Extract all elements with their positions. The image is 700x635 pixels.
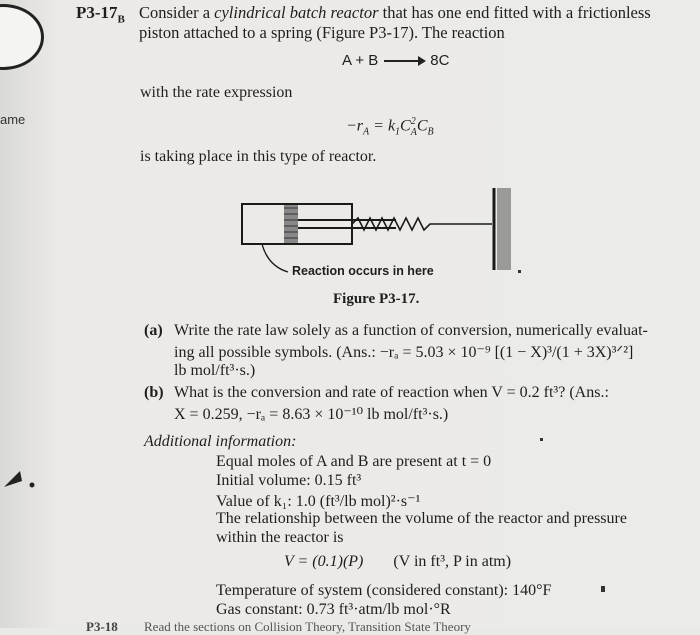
- volume-pressure-equation: V = (0.1)(P) (V in ft³, P in atm): [284, 553, 512, 570]
- next-problem-text: Read the sections on Collision Theory, Transition State Theory: [144, 619, 471, 634]
- part-a-line-3: lb mol/ft³·s.): [174, 362, 256, 379]
- part-a-label: (a): [144, 322, 163, 339]
- margin-bullet-icon: [0, 465, 40, 498]
- margin-word: ame: [0, 112, 26, 127]
- problem-line-1: Consider a cylindrical batch reactor that has one end fitted with a frictionless: [139, 3, 651, 22]
- figure-annotation: Reaction occurs in here: [292, 264, 434, 278]
- problem-line-2: piston attached to a spring (Figure P3-17). The reaction: [139, 23, 505, 42]
- problem-line-4: is taking place in this type of reactor.: [140, 148, 377, 165]
- figure-caption: Figure P3-17.: [333, 291, 420, 307]
- part-a-line-2: ing all possible symbols. (Ans.: −rₐ = 5.03 × 10⁻⁹ [(1 − X)³/(1 + 3X)³ᐟ²]: [174, 344, 634, 361]
- additional-line-4: The relationship between the volume of the reactor and pressure: [216, 510, 627, 527]
- part-a-line-1: Write the rate law solely as a function of conversion, numerically evaluat-: [174, 322, 648, 339]
- stray-mark: [518, 270, 521, 273]
- additional-line-1: Equal moles of A and B are present at t = 0: [216, 453, 492, 470]
- additional-line-7: Gas constant: 0.73 ft³·atm/lb mol·°R: [216, 601, 451, 618]
- part-b-line-1: What is the conversion and rate of reaction when V = 0.2 ft³? (Ans.:: [174, 384, 609, 401]
- reaction-arrow-icon: [384, 60, 424, 62]
- stray-mark: [540, 438, 543, 441]
- stray-mark: [601, 586, 605, 592]
- next-problem-id: P3-18: [86, 619, 118, 634]
- problem-line-3: with the rate expression: [140, 84, 293, 101]
- part-b-line-2: X = 0.259, −rₐ = 8.63 × 10⁻¹⁰ lb mol/ft³·s.): [174, 406, 449, 423]
- additional-heading: Additional information:: [144, 433, 297, 450]
- problem-id: $P3-17_B$: [76, 3, 125, 26]
- additional-line-3: Value of k₁: 1.0 (ft³/lb mol)²·s⁻¹: [216, 493, 421, 510]
- additional-line-5: within the reactor is: [216, 529, 344, 546]
- additional-line-6: Temperature of system (considered constant): 140°F: [216, 582, 552, 599]
- part-b-label: (b): [144, 384, 164, 401]
- additional-line-2: Initial volume: 0.15 ft³: [216, 472, 362, 489]
- rate-expression: $-r_A = k_1C^2_AC_B$: [346, 116, 434, 138]
- reaction-equation: A + B 8C: [342, 52, 450, 69]
